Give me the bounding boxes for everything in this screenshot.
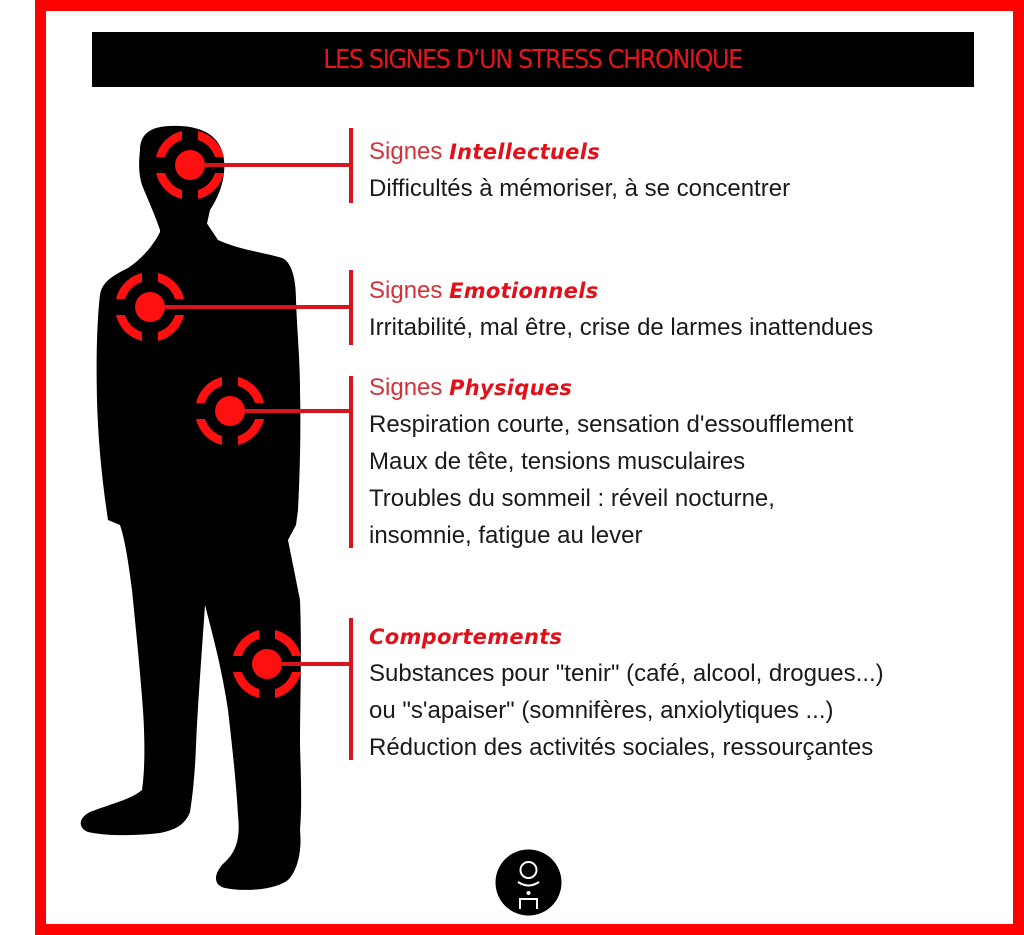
section-line: Respiration courte, sensation d'essoufflement (369, 411, 854, 438)
heading-accent: Emotionnels (449, 279, 599, 303)
section-emotionnels (369, 272, 873, 346)
section-line: Maux de tête, tensions musculaires (369, 448, 746, 475)
man-silhouette (81, 126, 301, 890)
heading-prefix: Signes (369, 374, 450, 401)
section-line: Difficultés à mémoriser, à se concentrer (369, 175, 791, 202)
heading-accent: Physiques (449, 376, 573, 400)
section-line: Réduction des activités sociales, ressourçantes (369, 734, 874, 761)
heading-prefix: Signes (369, 138, 450, 165)
section-physiques (369, 369, 853, 554)
heading-accent: Comportements (369, 625, 563, 649)
section-line: Troubles du sommeil : réveil nocturne, (369, 485, 775, 512)
section-heading (369, 618, 884, 655)
heading-prefix: Signes (369, 277, 450, 304)
section-intellectuels (369, 133, 790, 207)
section-comportements (369, 618, 884, 766)
section-line: insomnie, fatigue au lever (369, 522, 643, 549)
page-title: LES SIGNES D’UN STRESS CHRONIQUE (323, 44, 743, 75)
section-heading (369, 272, 873, 309)
section-line: ou "s'apaiser" (somnifères, anxiolytiques ...) (369, 697, 834, 724)
section-line: Substances pour "tenir" (café, alcool, drogues...) (369, 660, 884, 687)
section-heading (369, 369, 853, 406)
section-heading (369, 133, 790, 170)
section-line: Irritabilité, mal être, crise de larmes inattendues (369, 314, 874, 341)
heading-accent: Intellectuels (449, 140, 601, 164)
circle-person-logo-icon (495, 849, 562, 916)
